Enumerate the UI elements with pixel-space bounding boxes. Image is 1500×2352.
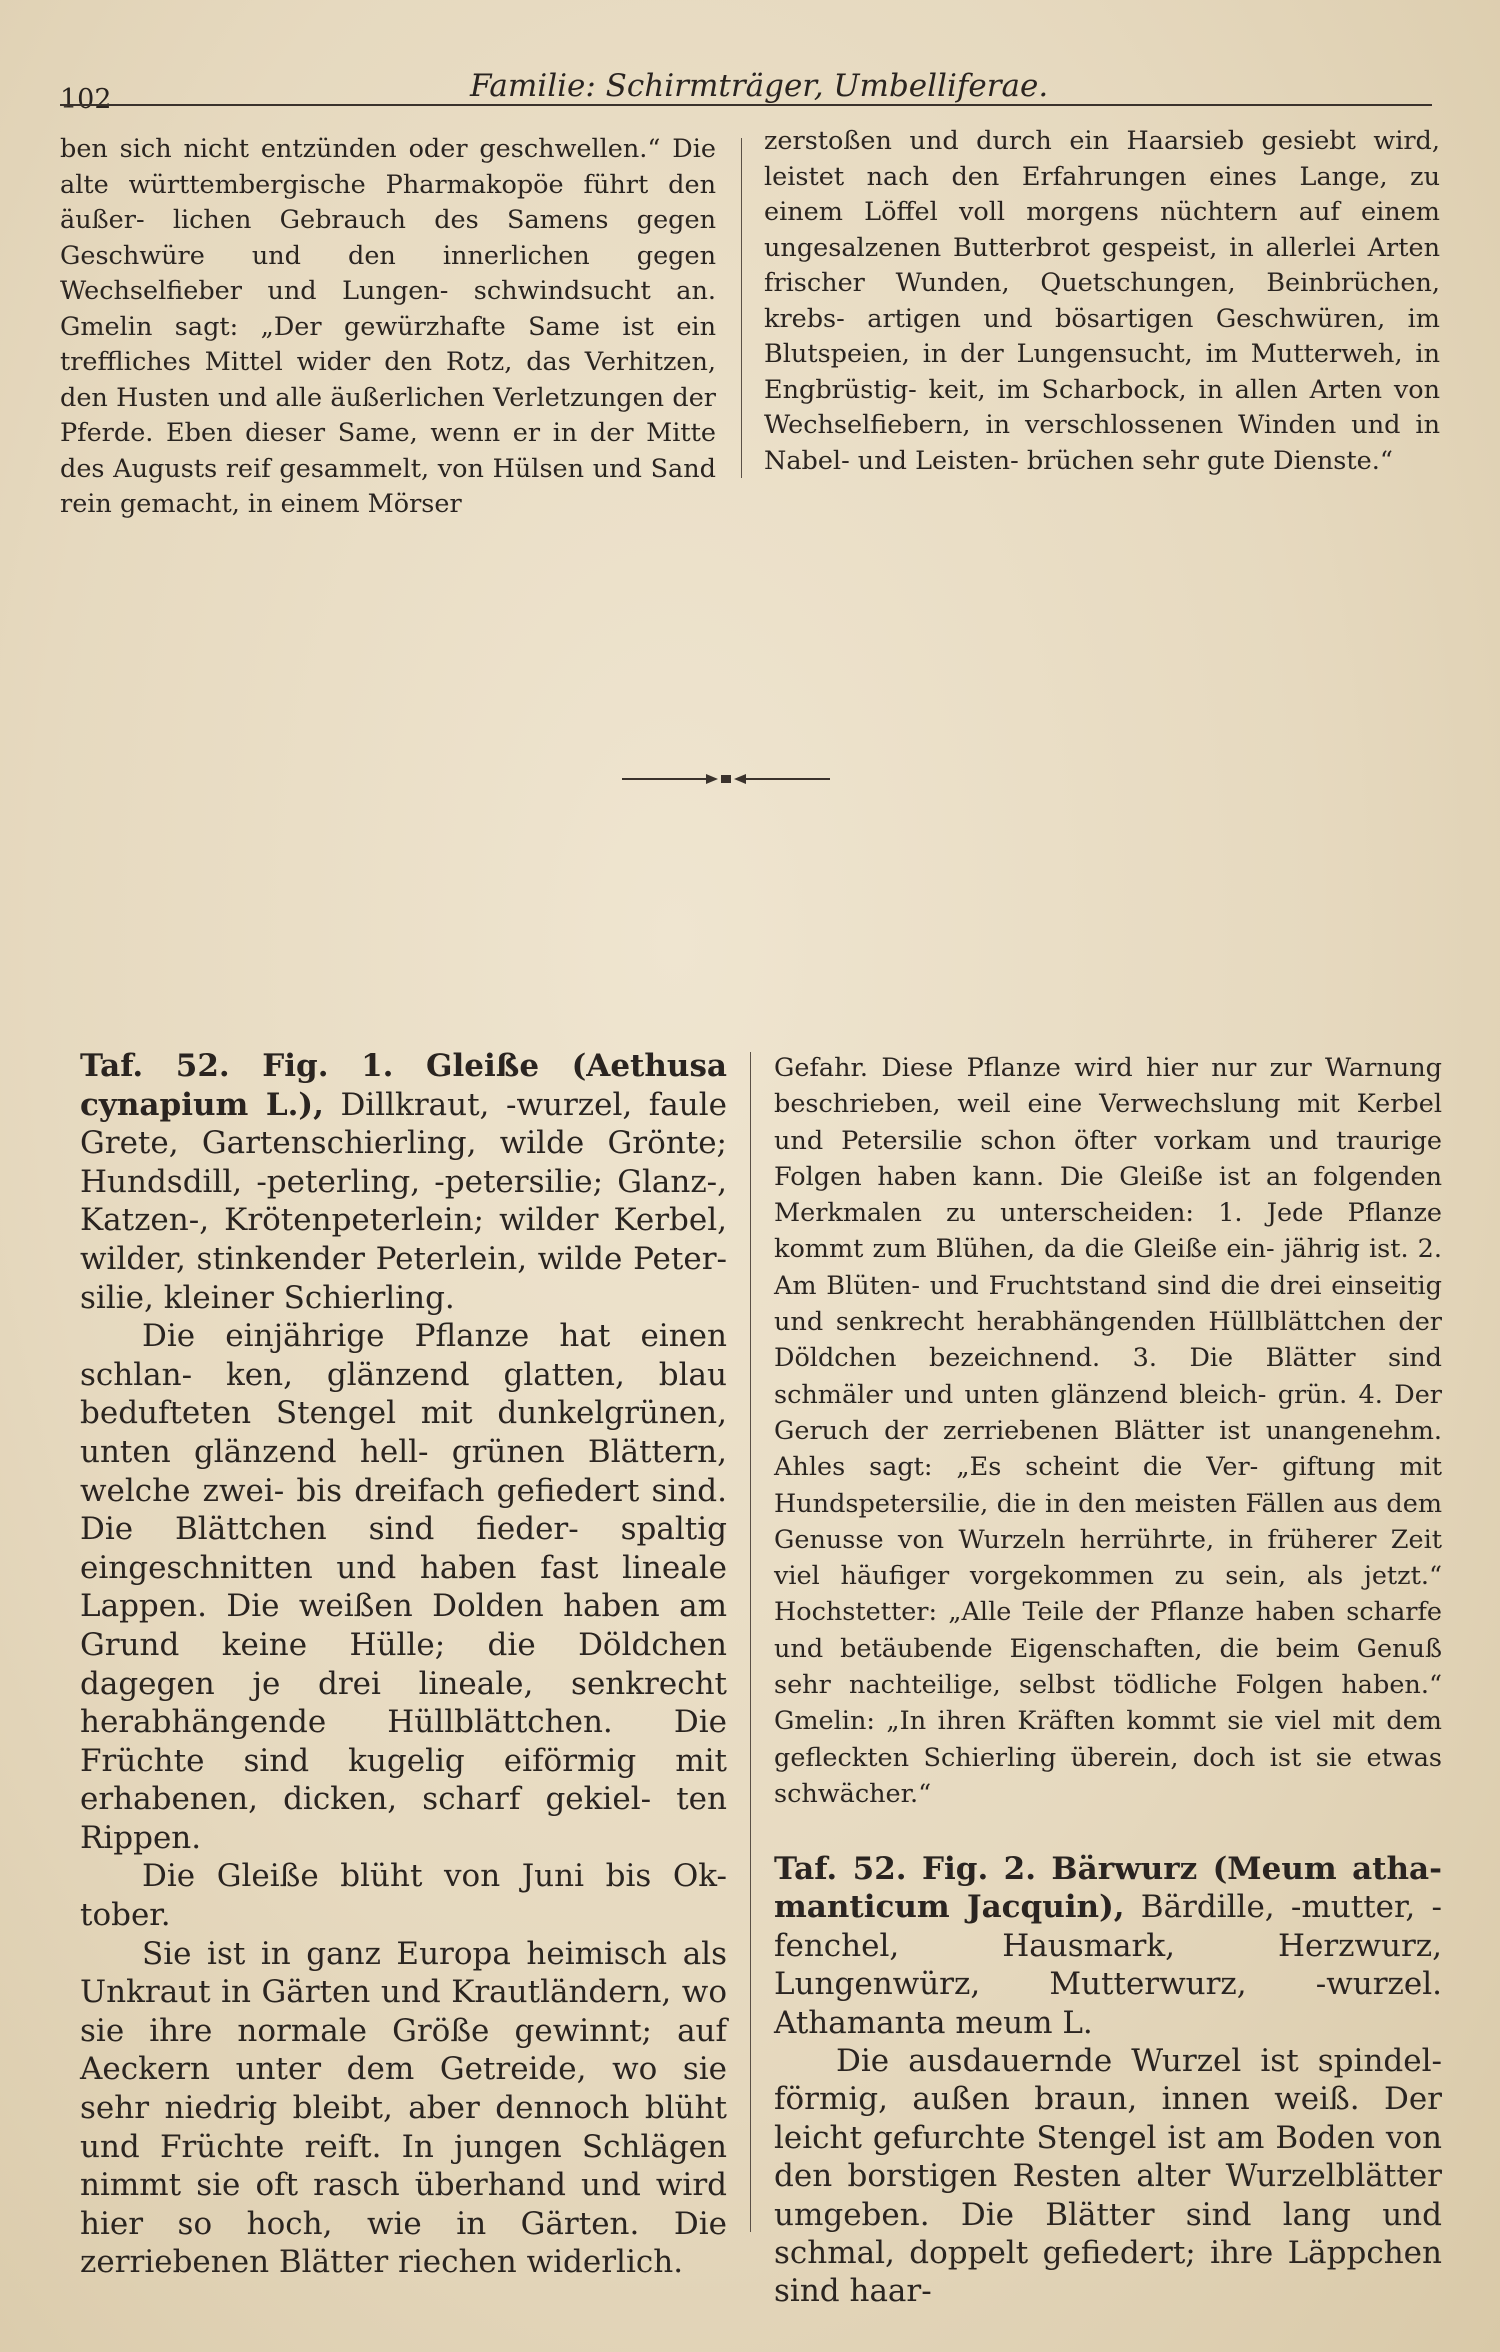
section-divider-ornament [622, 769, 830, 789]
running-head: Familie: Schirmträger, Umbelliferae. [470, 68, 1049, 104]
top-column-divider [741, 138, 742, 478]
entry-gleisse-title: Taf. 52. Fig. 1. Gleiße (Aethusa cynapium L.), [80, 1048, 727, 1123]
header-rule [60, 104, 1432, 106]
entry-gleisse-danger: Gefahr. Diese Pflanze wird hier nur zur Warnung beschrieben, weil eine Verwechslung mit Kerbel und Petersilie schon öfter vorkam und traurige Folgen haben kann. Die Gleiße ist an folgenden Merkmalen zu unterscheiden: 1. Jede Pflanze kommt zum Blühen, da die Gleiße ein- jährig ist. 2. Am Blüten- und Fruchtstand sind die drei einseitig und senkrecht herabhängenden Hüllblättchen der Döldchen bezeichnend. 3. Die Blätter sind schmäler und unten glänzend bleich- grün. 4. Der Geruch der zerriebenen Blätter ist unangenehm. Ahles sagt: „Es scheint die Ver- giftung mit Hundspetersilie, die in den meisten Fällen aus dem Genusse von Wurzeln herrührte, in früherer Zeit viel häufiger vorgekommen zu sein, als jetzt.“ Hochstetter: „Alle Teile der Pflanze haben scharfe und betäubende Eigenschaften, die beim Genuß sehr nachteilige, selbst tödliche Folgen haben.“ Gmelin: „In ihren Kräften kommt sie viel mit dem gefleckten Schierling überein, doch ist sie etwas schwächer.“ [774, 1053, 1442, 1809]
entry-gleisse-habitat: Sie ist in ganz Europa heimisch als Unkraut in Gärten und Krautländern, wo sie ihre normale Größe gewinnt; auf Aeckern unter dem Getreide, wo sie sehr niedrig bleibt, aber dennoch blüht und Früchte reift. In jungen Schlägen nimmt sie oft rasch überhand und wird hier so hoch, wie in Gärten. Die zerriebenen Blätter riechen widerlich. [80, 1935, 727, 2281]
entry-baerwurz-description: Die ausdauernde Wurzel ist spindel- förmig, außen braun, innen weiß. Der leicht gefurchte Stengel ist am Boden von den borstigen Resten alter Wurzelblätter umgeben. Die Blätter sind lang und schmal, doppelt gefiedert; ihre Läppchen sind haar- [774, 2043, 1442, 2310]
page-number: 102 [60, 84, 112, 115]
entry-gleisse [80, 1047, 727, 2282]
top-right-text: zerstoßen und durch ein Haarsieb gesiebt wird, leistet nach den Erfahrungen eines Lange, zu einem Löffel voll morgens nüchtern auf einem ungesalzenen Butterbrot gespeist, in allerlei Arten frischer Wunden, Quetschungen, Beinbrüchen, krebs- artigen und bösartigen Geschwüren, im Blutspeien, in der Lungensucht, im Mutterweh, in Engbrüstig- keit, im Scharbock, in allen Arten von Wechselfiebern, in verschlossenen Winden und in Nabel- und Leisten- brüchen sehr gute Dienste.“ [764, 126, 1440, 476]
page-header [60, 62, 1430, 115]
entry-gleisse-continuation [774, 1050, 1442, 1812]
entry-gleisse-description: Die einjährige Pflanze hat einen schlan- ken, glänzend glatten, blau bedufteten Stengel mit dunkelgrünen, unten glänzend hell- grünen Blättern, welche zwei- bis dreifach gefiedert sind. Die Blättchen sind fieder- spaltig eingeschnitten und haben fast lineale Lappen. Die weißen Dolden haben am Grund keine Hülle; die Döldchen dagegen je drei lineale, senkrecht herabhängende Hüllblättchen. Die Früchte sind kugelig eiförmig mit erhabenen, dicken, scharf gekiel- ten Rippen. [80, 1318, 727, 1856]
top-right-column [764, 124, 1440, 479]
top-left-column [60, 132, 716, 523]
entry-gleisse-flowering: Die Gleiße blüht von Juni bis Ok- tober. [80, 1858, 727, 1934]
bottom-column-divider [750, 1052, 751, 2232]
entry-gleisse-synonyms: Dillkraut, -wurzel, faule Grete, Gartenschierling, wilde Grönte; Hundsdill, -peterling, -petersilie; Glanz-, Katzen-, Krötenpeterlein; wilder Kerbel, wilder, stinkender Peterlein, wilde Peter- silie, kleiner Schierling. [80, 1086, 727, 1316]
entry-gleisse-intro [80, 1047, 727, 1317]
entry-baerwurz-title: Taf. 52. Fig. 2. Bärwurz (Meum atha- manticum Jacquin), [774, 1851, 1442, 1926]
entry-baerwurz-synonyms: Bärdille, -mutter, -fenchel, Hausmark, Herzwurz, Lungenwürz, Mutterwurz, -wurzel. Athamanta meum L. [774, 1889, 1442, 2041]
entry-baerwurz-intro [774, 1850, 1442, 2042]
entry-baerwurz [774, 1850, 1442, 2311]
top-left-text: ben sich nicht entzünden oder geschwellen.“ Die alte württembergische Pharmakopöe führt den äußer- lichen Gebrauch des Samens gegen Geschwüre und den innerlichen gegen Wechselfieber und Lungen- schwindsucht an. Gmelin sagt: „Der gewürzhafte Same ist ein treffliches Mittel wider den Rotz, das Verhitzen, den Husten und alle äußerlichen Verletzungen der Pferde. Eben dieser Same, wenn er in der Mitte des Augusts reif gesammelt, von Hülsen und Sand rein gemacht, in einem Mörser [60, 134, 716, 519]
